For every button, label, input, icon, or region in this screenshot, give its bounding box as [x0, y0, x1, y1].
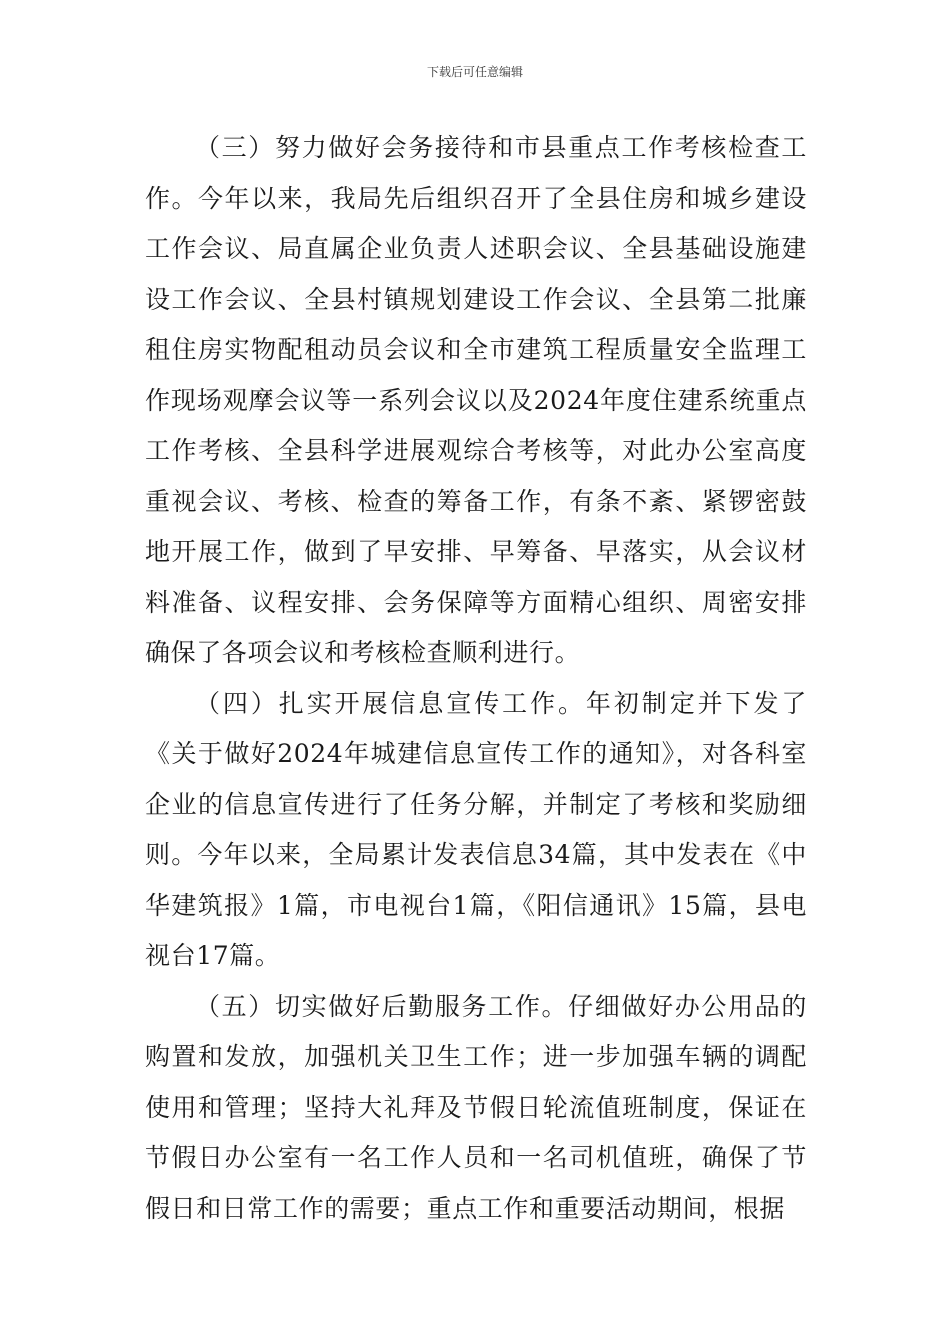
page-header: 下载后可任意编辑 [426, 65, 523, 79]
paragraph-logistics-service: （五）切实做好后勤服务工作。仔细做好办公用品的购置和发放，加强机关卫生工作；进一步加强车辆的调配使用和管理；坚持大礼拜及节假日轮流值班制度，保证在节假日办公室有一名工作人员和一名司机值班，确保了节假日和日常工作的需要；重点工作和重要活动期间，根据 [145, 991, 807, 1223]
document-body [145, 123, 807, 1234]
paragraph-information-publicity: （四）扎实开展信息宣传工作。年初制定并下发了《关于做好2024年城建信息宣传工作的通知》，对各科室企业的信息宣传进行了任务分解，并制定了考核和奖励细则。今年以来，全局累计发表信息34篇，其中发表在《中华建筑报》1篇，市电视台1篇，《阳信通讯》15篇，县电视台17篇。 [145, 688, 807, 970]
paragraph-meeting-reception: （三）努力做好会务接待和市县重点工作考核检查工作。今年以来，我局先后组织召开了全县住房和城乡建设工作会议、局直属企业负责人述职会议、全县基础设施建设工作会议、全县村镇规划建设工作会议、全县第二批廉租住房实物配租动员会议和全市建筑工程质量安全监理工作现场观摩会议等一系列会议以及2024年度住建系统重点工作考核、全县科学进展观综合考核等，对此办公室高度重视会议、考核、检查的筹备工作，有条不紊、紧锣密鼓地开展工作，做到了早安排、早筹备、早落实，从会议材料准备、议程安排、会务保障等方面精心组织、周密安排确保了各项会议和考核检查顺利进行。 [145, 133, 807, 667]
